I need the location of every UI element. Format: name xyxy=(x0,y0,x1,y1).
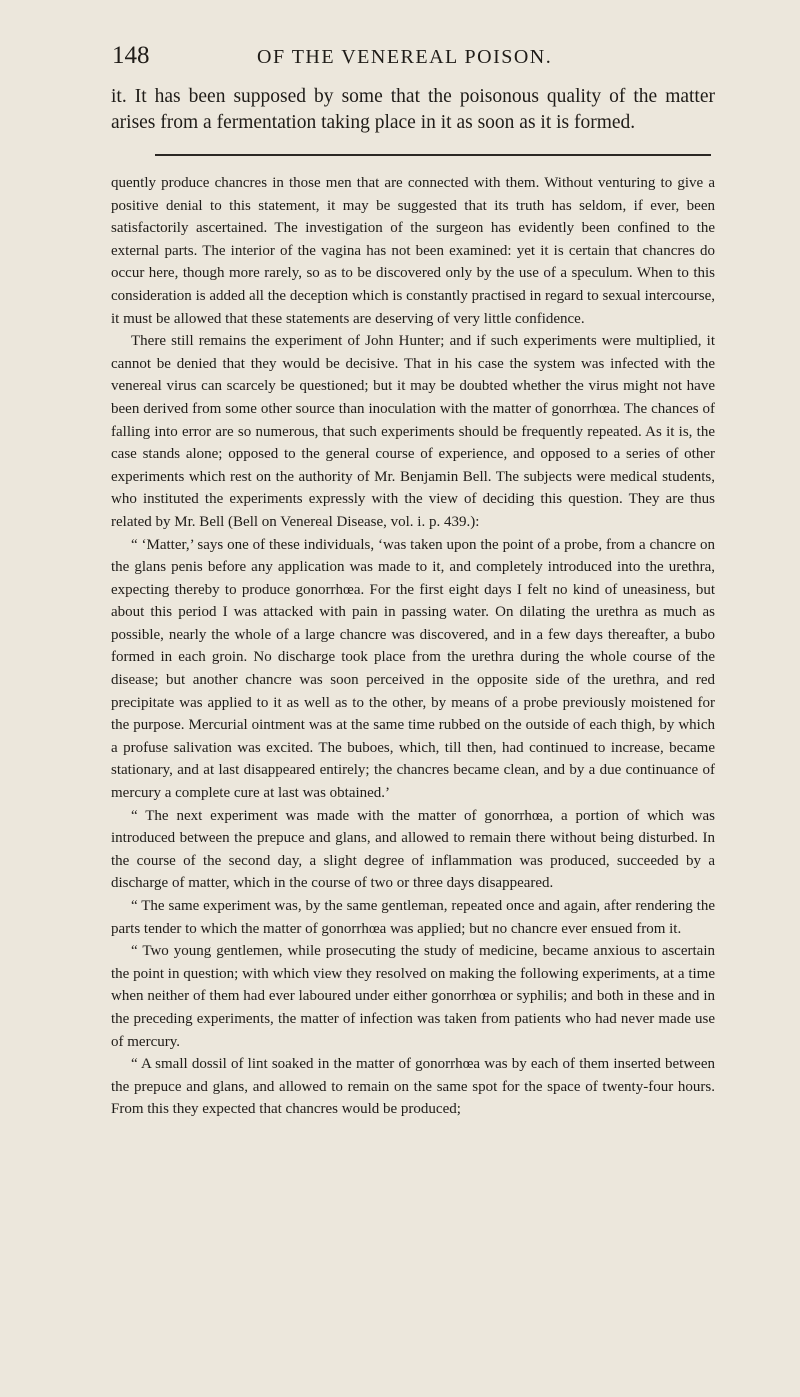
page-number: 148 xyxy=(112,42,150,69)
footnote-paragraph: “ The next experiment was made with the matter of gonorrhœa, a portion of which was introduced between the prepuce and glans, and allowed to remain there without being disturbed. In the course of the second day, a slight degree of inflammation was produced, succeeded by a discharge of matter, which in the course of two or three days disappeared. xyxy=(111,807,715,892)
footnote-paragraph: “ ‘Matter,’ says one of these individuals, ‘was taken upon the point of a probe, from a chancre on the glans penis before any application was made to it, and completely introduced into the urethra, expecting thereby to produce gonorrhœa. For the first eight days I felt no kind of uneasiness, but about this period I was attacked with pain in passing water. On dilating the urethra as much as possible, nearly the whole of a large chancre was discovered, and in a few days thereafter, a bubo formed in each groin. No discharge took place from the urethra during the whole course of the disease; but another chancre was soon perceived in the opposite side of the urethra, and red precipitate was applied to it as well as to the other, by means of a probe previously moistened for the purpose. Mercurial ointment was at the same time rubbed on the outside of each thigh, by which a profuse salivation was excited. The buboes, which, till then, had continued to increase, became stationary, and at last disappeared entirely; the chancres became clean, and by a due continuance of mercury a complete cure at last was obtained.’ xyxy=(111,536,715,802)
footnote-paragraph: “ Two young gentlemen, while prosecuting the study of medicine, became anxious to ascertain the point in question; with which view they resolved on making the following experiments, at a time when neither of them had ever laboured under either gonorrhœa or syphilis; and both in these and in the preceding experiments, the matter of infection was taken from patients who had never made use of mercury. xyxy=(111,943,715,1050)
footnote-paragraph: There still remains the experiment of John Hunter; and if such experiments were multiplied, it cannot be denied that they would be decisive. That in his case the system was infected with the venereal virus can scarcely be questioned; but it may be doubted whether the virus might not have been derived from some other source than inoculation with the matter of gonorrhœa. The chances of falling into error are so numerous, that such experiments should be frequently repeated. As it is, the case stands alone; opposed to the general course of experience, and opposed to a series of other experiments which rest on the authority of Mr. Benjamin Bell. The subjects were medical students, who instituted the experiments expressly with the view of deciding this question. They are thus related by Mr. Bell (Bell on Venereal Disease, vol. i. p. 439.): xyxy=(111,333,715,530)
running-title: OF THE VENEREAL POISON. xyxy=(257,46,553,68)
footnote-paragraph: “ The same experiment was, by the same gentleman, repeated once and again, after rendering the parts tender to which the matter of gonorrhœa was applied; but no chancre ever ensued from it. xyxy=(111,898,715,937)
footnote xyxy=(111,172,715,1121)
page-header xyxy=(112,42,712,76)
footnote-paragraph: quently produce chancres in those men that are connected with them. Without venturing to give a positive denial to this statement, it may be suggested that its truth has seldom, if ever, been satisfactorily ascertained. The investigation of the surgeon has evidently been confined to the external parts. The interior of the vagina has not been examined: yet it is certain that chancres do occur here, though more rarely, so as to be discovered only by the use of a speculum. When to this consideration is added all the deception which is constantly practised in regard to sexual intercourse, it must be allowed that these statements are deserving of very little confidence. xyxy=(111,175,715,327)
main-text: it. It has been supposed by some that the poisonous quality of the matter arises from a fermentation taking place in it as soon as it is formed. xyxy=(111,86,715,133)
footnote-paragraph: “ A small dossil of lint soaked in the matter of gonorrhœa was by each of them inserted between the prepuce and glans, and allowed to remain on the same spot for the space of twenty-four hours. From this they expected that chancres would be produced; xyxy=(111,1056,715,1118)
footnote-divider xyxy=(155,154,711,156)
